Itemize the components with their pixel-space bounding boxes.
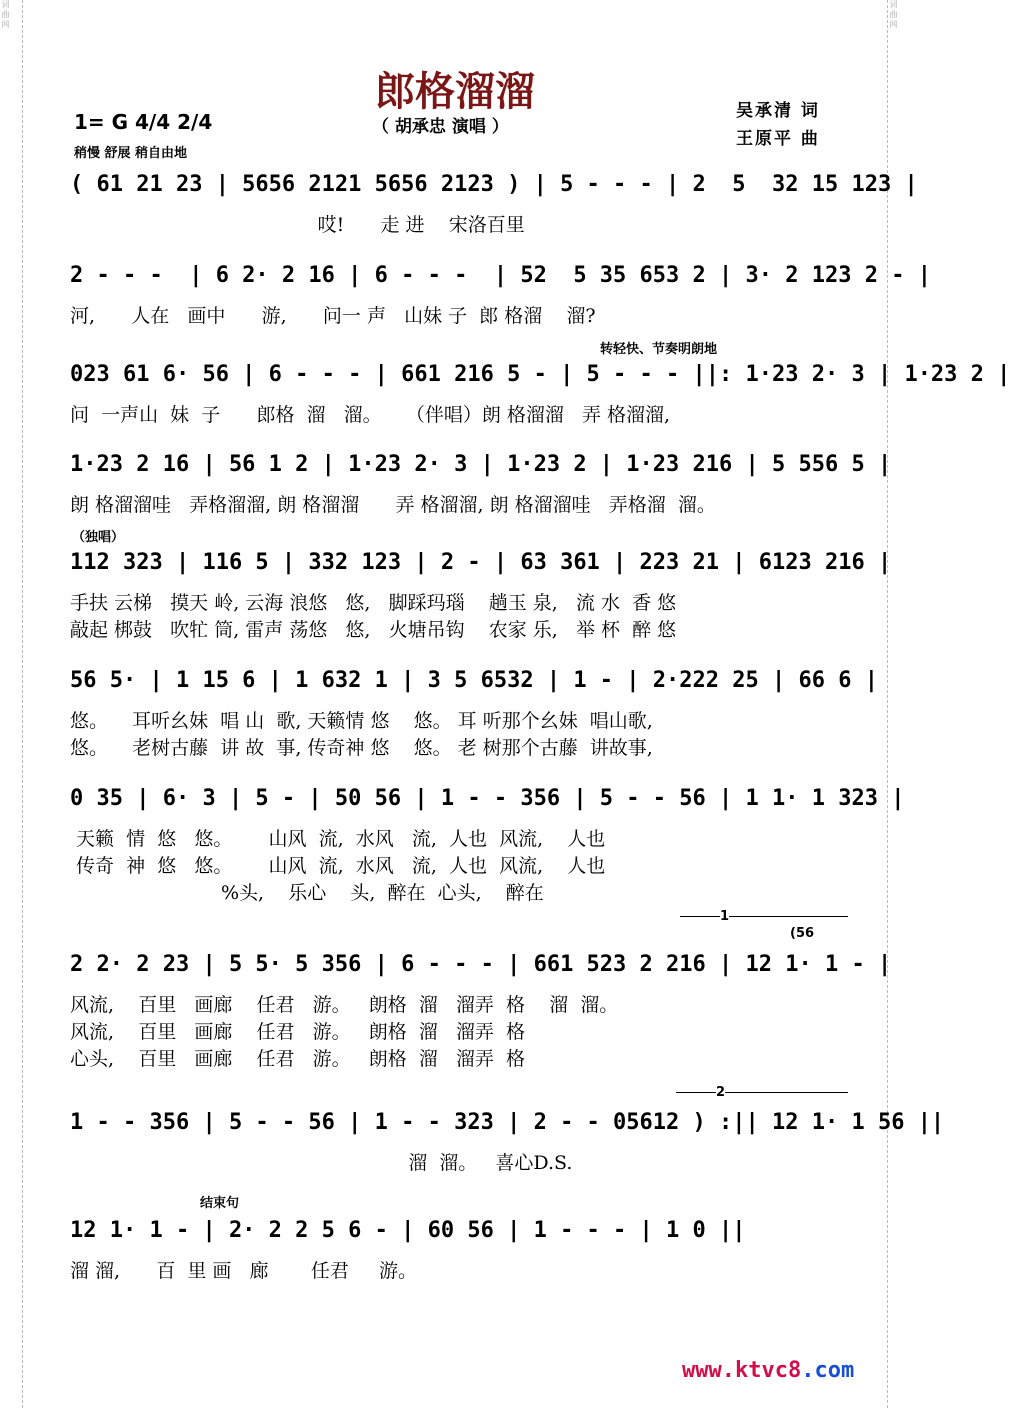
- footer-www: www.: [682, 1358, 735, 1383]
- notation-row: 1 - - 356 | 5 - - 56 | 1 - - 323 | 2 - - 05612 ) :|| 12 1· 1 56 ||: [70, 1110, 945, 1135]
- lyric-line: 悠。 耳听幺妹 唱 山 歌, 天籁情 悠 悠。 耳 听那个幺妹 唱山歌,: [70, 710, 653, 732]
- lyric-line: 手扶 云梯 摸天 岭, 云海 浪悠 悠, 脚踩玛瑙 趟玉 泉, 流 水 香 悠: [70, 592, 677, 614]
- lyric-line: 悠。 老树古藤 讲 故 事, 传奇神 悠 悠。 老 树那个古藤 讲故事,: [70, 737, 653, 759]
- notation-row: 112 323 | 116 5 | 332 123 | 2 - | 63 361 | 223 21 | 6123 216 |: [70, 550, 892, 575]
- composer-credit: 王原平 曲: [736, 129, 820, 149]
- lyricist-credit: 吴承清 词: [736, 101, 820, 121]
- lyric-line: 朗 格溜溜哇 弄格溜溜, 朗 格溜溜 弄 格溜溜, 朗 格溜溜哇 弄格溜 溜。: [70, 494, 716, 516]
- footer-domain: .com: [801, 1358, 855, 1383]
- watermark-text: 词曲网: [1, 0, 10, 30]
- notation-row: 56 5· | 1 15 6 | 1 632 1 | 3 5 6532 | 1 - | 2·222 25 | 66 6 |: [70, 668, 878, 693]
- volta-1-label: 1: [720, 909, 730, 924]
- lyric-line: 哎! 走 进 宋洛百里: [70, 214, 525, 236]
- right-watermark-strip: [887, 0, 910, 1408]
- left-watermark-strip: [0, 0, 23, 1408]
- lyric-line: 天籁 情 悠 悠。 山风 流, 水风 流, 人也 风流, 人也: [70, 828, 606, 850]
- notation-row: 12 1· 1 - | 2· 2 2 5 6 - | 60 56 | 1 - - - | 1 0 ||: [70, 1218, 746, 1243]
- volta-2-label: 2: [716, 1085, 726, 1100]
- song-title: 郎格溜溜: [375, 68, 535, 115]
- site-footer: [682, 1358, 854, 1383]
- notation-row: 2 - - - | 6 2· 2 16 | 6 - - - | 52 5 35 653 2 | 3· 2 123 2 - |: [70, 263, 931, 288]
- lyric-line: 传奇 神 悠 悠。 山风 流, 水风 流, 人也 风流, 人也: [70, 855, 606, 877]
- lyric-line: %头, 乐心 头, 醉在 心头, 醉在: [70, 882, 544, 904]
- lyric-line: 敲起 梆鼓 吹牤 筒, 雷声 荡悠 悠, 火塘吊钩 农家 乐, 举 杯 醉 悠: [70, 619, 677, 641]
- lyric-line: 溜 溜。 喜心D.S.: [70, 1152, 573, 1174]
- solo-marking: （独唱）: [72, 530, 125, 545]
- notation-row: 0 35 | 6· 3 | 5 - | 50 56 | 1 - - 356 | 5 - - 56 | 1 1· 1 323 |: [70, 786, 905, 811]
- lyric-line: 风流, 百里 画廊 任君 游。 朗格 溜 溜弄 格 溜 溜。: [70, 994, 619, 1016]
- volta-2: [676, 1085, 848, 1105]
- tempo-marking: 稍慢 舒展 稍自由地: [74, 146, 188, 161]
- ending-marking: 结束句: [200, 1196, 240, 1211]
- bracket-56: (56: [790, 926, 815, 941]
- watermark-text: 词曲网: [889, 0, 898, 30]
- notation-row: 1·23 2 16 | 56 1 2 | 1·23 2· 3 | 1·23 2 | 1·23 216 | 5 556 5 |: [70, 452, 892, 477]
- lyric-line: 心头, 百里 画廊 任君 游。 朗格 溜 溜弄 格: [70, 1048, 525, 1070]
- lyric-line: 问 一声山 妹 子 郎格 溜 溜。 （伴唱）朗 格溜溜 弄 格溜溜,: [70, 404, 671, 426]
- key-signature: 1= G 4/4 2/4: [74, 110, 213, 134]
- tempo-change-marking: 转轻快、节奏明朗地: [600, 342, 718, 357]
- singer-credit: （ 胡承忠 演唱 ）: [372, 117, 509, 137]
- notation-row: ( 61 21 23 | 5656 2121 5656 2123 ) | 5 - - - | 2 5 32 15 123 |: [70, 172, 918, 197]
- lyric-line: 风流, 百里 画廊 任君 游。 朗格 溜 溜弄 格: [70, 1021, 525, 1043]
- notation-row: 023 61 6· 56 | 6 - - - | 661 216 5 - | 5 - - - ||: 1·23 2· 3 | 1·23 2 |: [70, 362, 1010, 387]
- volta-1: [680, 909, 848, 929]
- lyric-line: 河, 人在 画中 游, 问一 声 山妹 子 郎 格溜 溜?: [70, 305, 596, 327]
- footer-site: ktvc8: [734, 1358, 802, 1383]
- lyric-line: 溜 溜, 百 里 画 廊 任君 游。: [70, 1260, 418, 1282]
- notation-row: 2 2· 2 23 | 5 5· 5 356 | 6 - - - | 661 523 2 216 | 12 1· 1 - |: [70, 952, 892, 977]
